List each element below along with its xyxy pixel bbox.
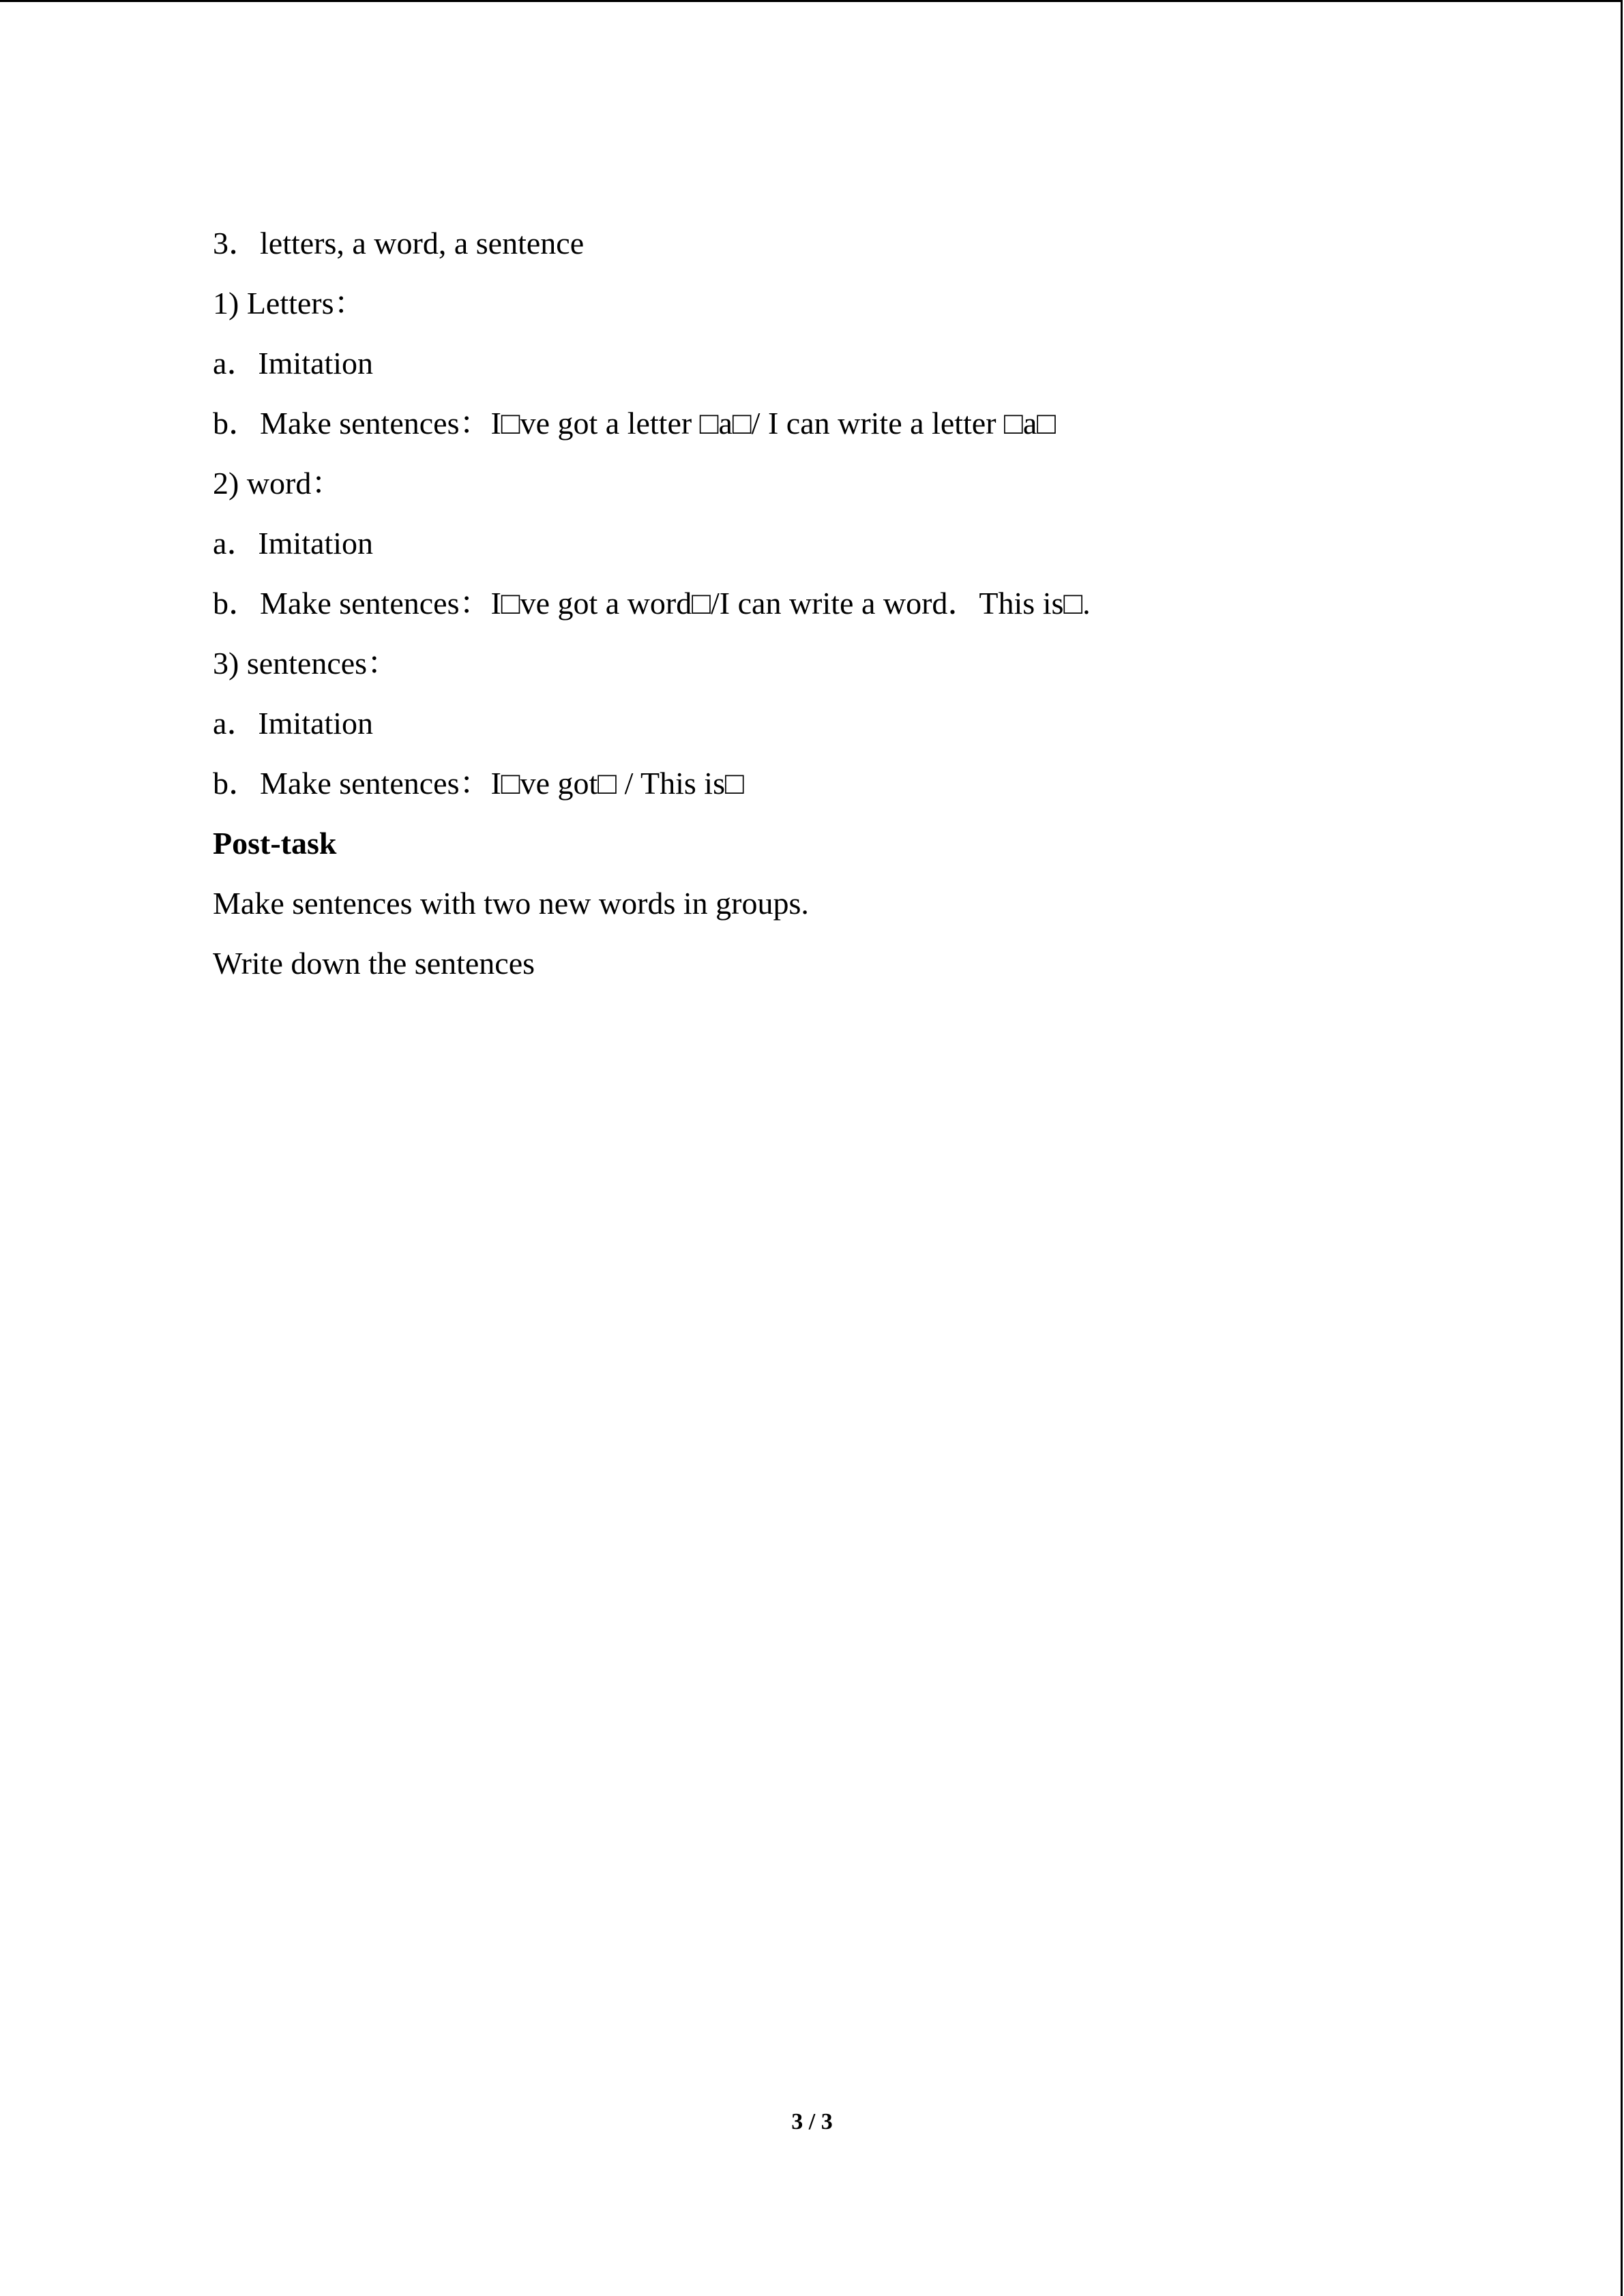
- post-task-line-2: Write down the sentences: [213, 946, 535, 981]
- sentences-make-sentences: b．Make sentences：I□ve got□ / This is□: [213, 766, 744, 801]
- subsection-letters: 1) Letters：: [213, 286, 366, 320]
- section-heading-letters-word-sentence: 3．letters, a word, a sentence: [213, 226, 585, 260]
- page-number: 3 / 3: [791, 2109, 833, 2134]
- letters-imitation: a．Imitation: [213, 346, 374, 381]
- post-task-line-1: Make sentences with two new words in groups.: [213, 886, 809, 921]
- word-imitation: a．Imitation: [213, 526, 374, 561]
- word-make-sentences: b．Make sentences：I□ve got a word□/I can write a word．This is□.: [213, 586, 1091, 621]
- sentences-imitation: a．Imitation: [213, 706, 374, 741]
- subsection-word: 2) word：: [213, 466, 343, 501]
- post-task-heading: Post-task: [213, 826, 337, 861]
- page-content: [213, 213, 1441, 994]
- subsection-sentences: 3) sentences：: [213, 646, 399, 681]
- letters-make-sentences: b．Make sentences：I□ve got a letter □a□/ I can write a letter □a□: [213, 406, 1057, 441]
